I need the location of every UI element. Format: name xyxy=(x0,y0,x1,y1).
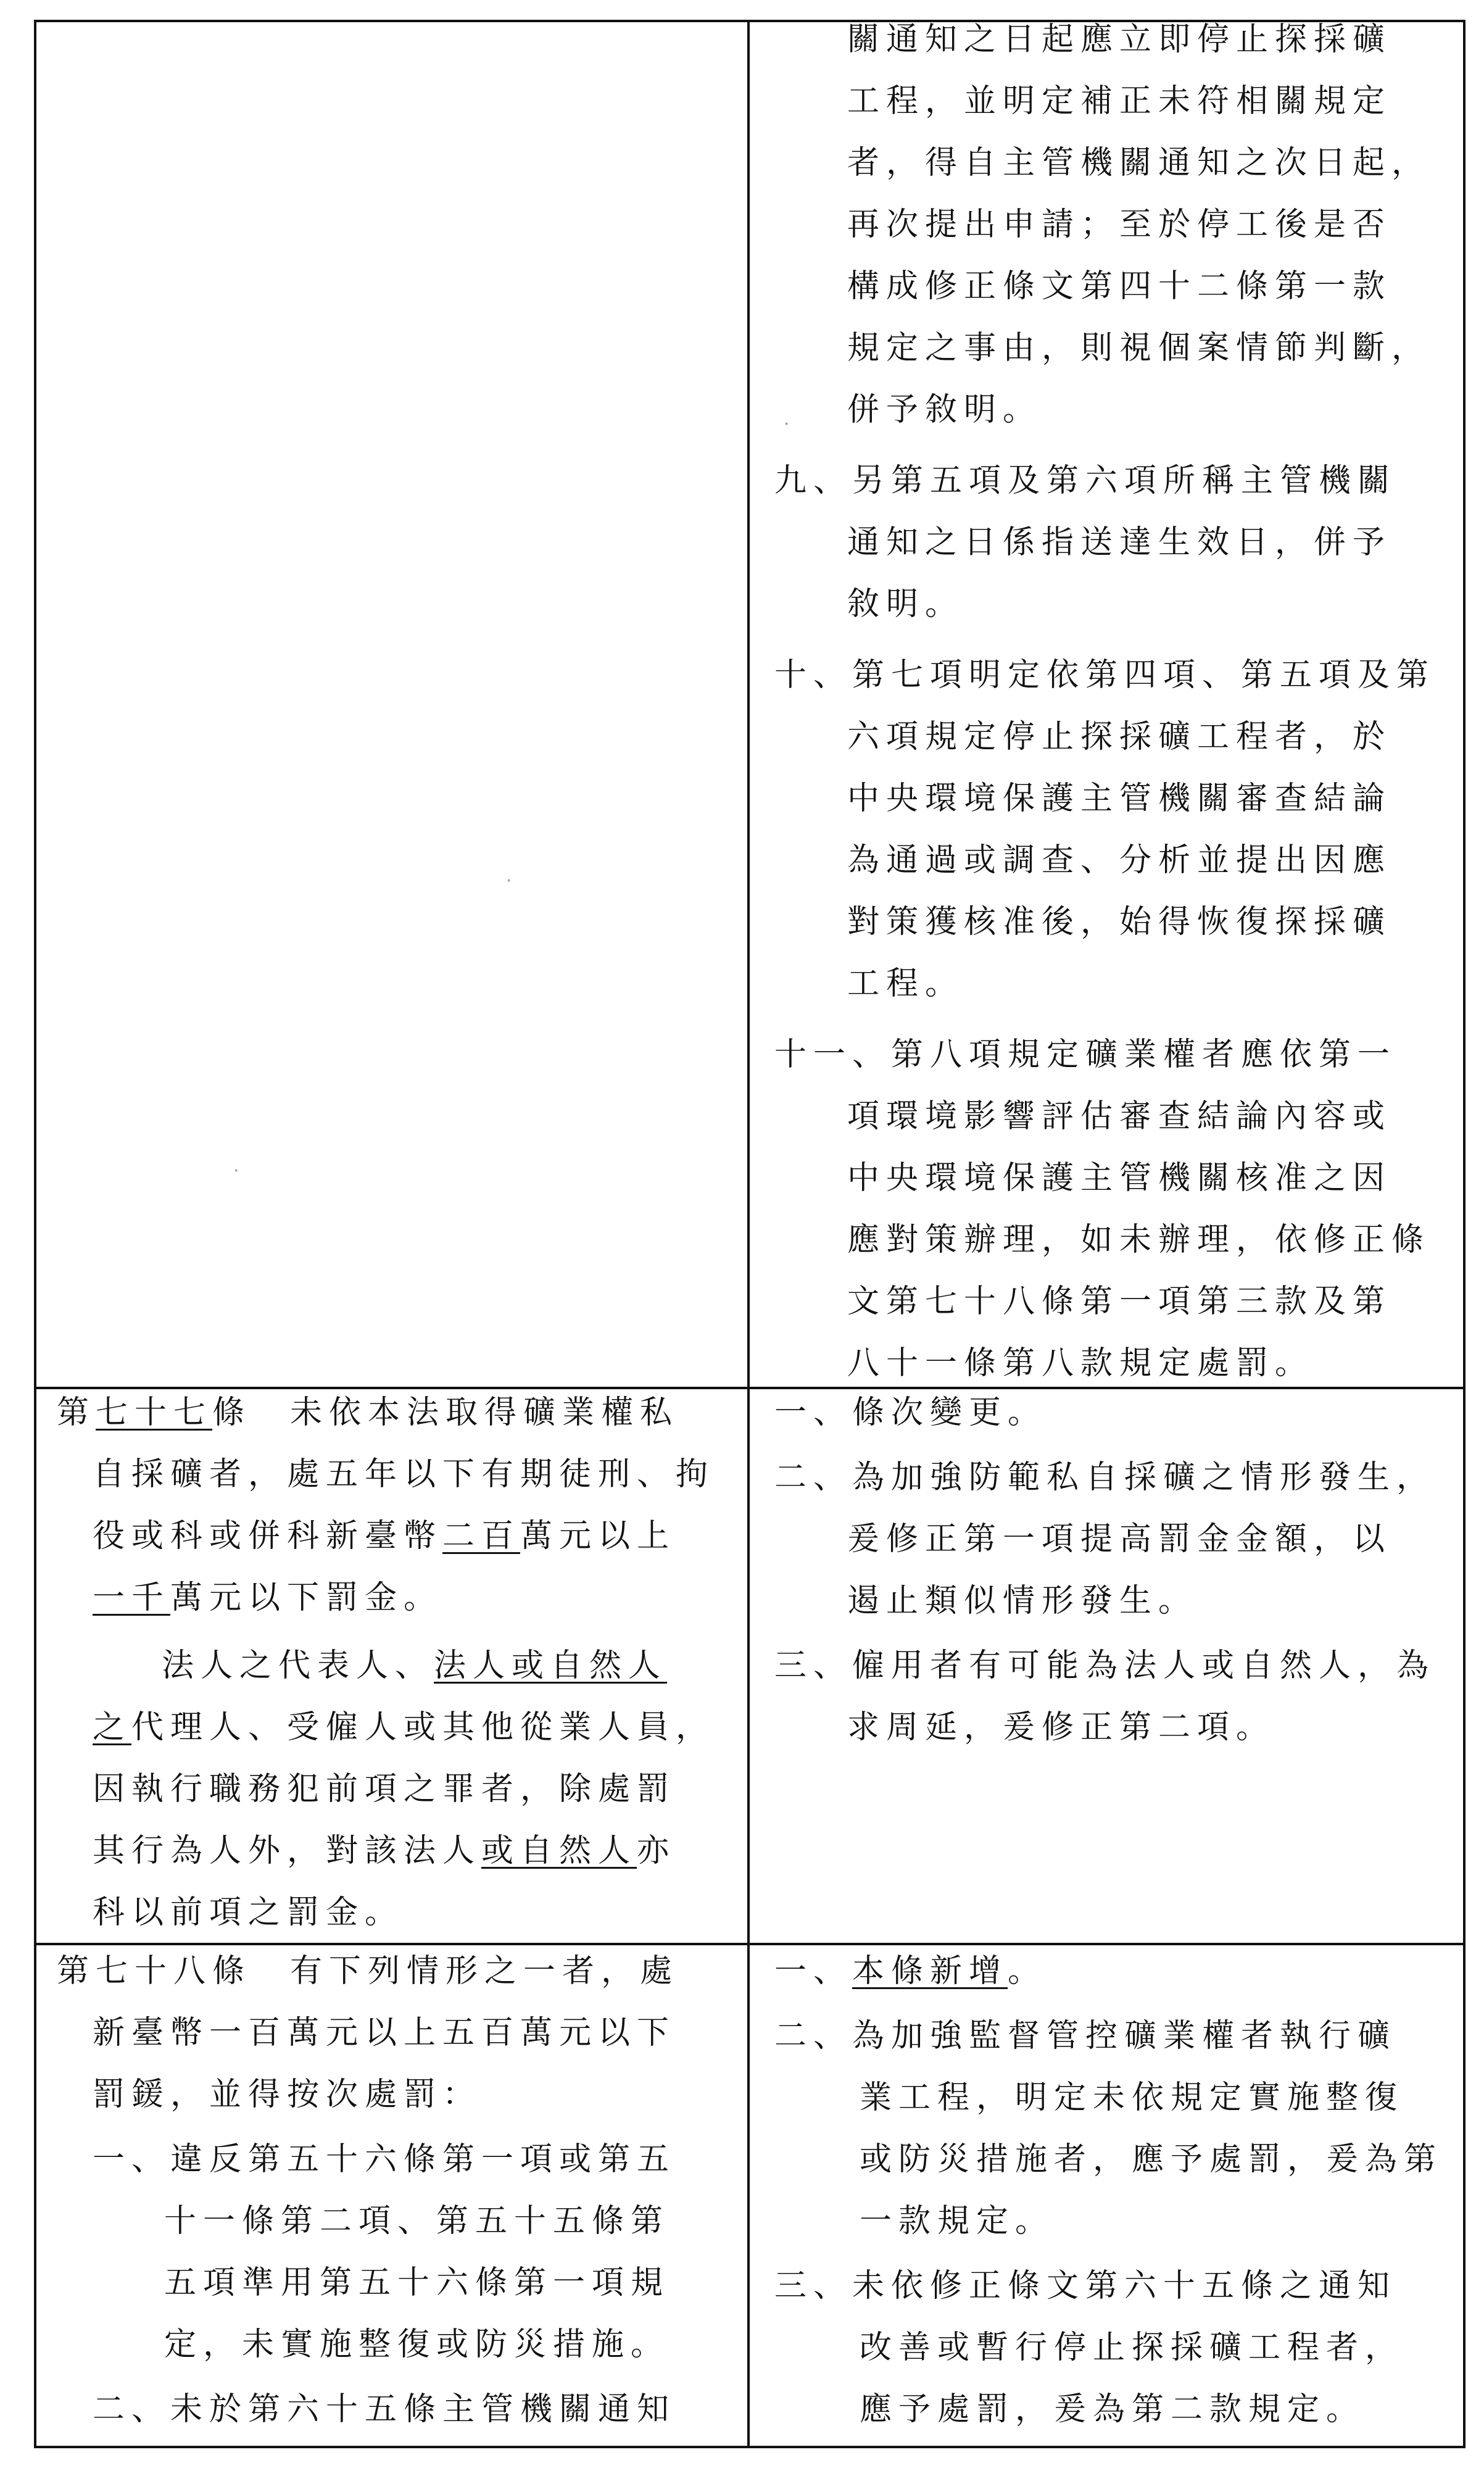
article-77-paragraph-2: 法人之代表人、法人或自然人 xyxy=(162,1647,668,1684)
article-78-item-1: 一、違反第五十六條第一項或第五 xyxy=(93,2141,676,2178)
explanation-line: 工程，並明定補正未符相關規定 xyxy=(847,83,1392,120)
explanation-line: 構成修正條文第四十二條第一款 xyxy=(847,268,1392,305)
article-78-note: 或防災措施者，應予處罰，爰為第 xyxy=(860,2141,1443,2178)
explanation-line: 應對策辦理，如未辦理，依修正條 xyxy=(847,1221,1431,1258)
explanation-line: 八十一條第八款規定處罰。 xyxy=(847,1345,1314,1382)
article-77-note: 一、條次變更。 xyxy=(774,1394,1047,1431)
article-78-line: 五項準用第五十六條第一項規 xyxy=(164,2264,670,2301)
amended-text: 本條新增 xyxy=(852,1953,1008,1990)
scan-speck: · xyxy=(233,1160,239,1182)
amended-text: 或自然人 xyxy=(481,1832,637,1869)
article-77-line: 因執行職務犯前項之罪者，除處罰 xyxy=(93,1771,676,1808)
article-77-line: 其行為人外，對該法人或自然人亦 xyxy=(93,1832,676,1869)
explanation-line: 文第七十八條第一項第三款及第 xyxy=(847,1283,1392,1320)
article-78-heading: 第七十八條 有下列情形之一者，處 xyxy=(57,1953,679,1990)
article-77-note: 爰修正第一項提高罰金金額，以 xyxy=(847,1521,1392,1558)
article-77-line: 之代理人、受僱人或其他從業人員， xyxy=(93,1709,715,1746)
article-78-note: 應予處罰，爰為第二款規定。 xyxy=(860,2391,1366,2428)
scan-speck: · xyxy=(784,413,790,435)
explanation-item-10: 十、第七項明定依第四項、第五項及第 xyxy=(774,657,1436,694)
article-78-line: 定，未實施整復或防災措施。 xyxy=(164,2326,670,2363)
explanation-line: 再次提出申請；至於停工後是否 xyxy=(847,206,1392,243)
article-77-note: 三、僱用者有可能為法人或自然人，為 xyxy=(774,1647,1436,1684)
article-78-line: 新臺幣一百萬元以上五百萬元以下 xyxy=(93,2014,676,2051)
explanation-item-9: 九、另第五項及第六項所稱主管機關 xyxy=(774,462,1397,499)
scan-speck: · xyxy=(506,870,512,892)
article-78-note: 業工程，明定未依規定實施整復 xyxy=(860,2079,1404,2116)
article-78-note: 二、為加強監督管控礦業權者執行礦 xyxy=(774,2017,1397,2055)
explanation-line: 中央環境保護主管機關核准之因 xyxy=(847,1160,1392,1197)
explanation-line: 工程。 xyxy=(847,965,964,1002)
explanation-line: 敘明。 xyxy=(847,586,964,623)
explanation-line: 中央環境保護主管機關審查結論 xyxy=(847,780,1392,817)
article-78-note: 三、未依修正條文第六十五條之通知 xyxy=(774,2267,1397,2304)
article-78-note: 一款規定。 xyxy=(860,2203,1055,2240)
explanation-line: 對策獲核准後，始得恢復探採礦 xyxy=(847,904,1392,941)
explanation-line: 併予敘明。 xyxy=(847,391,1042,428)
explanation-line: 六項規定停止探採礦工程者，於 xyxy=(847,718,1392,755)
article-77-line: 一千萬元以下罰金。 xyxy=(93,1579,443,1616)
amended-text: 法人或自然人 xyxy=(434,1647,668,1684)
column-divider xyxy=(747,22,750,2446)
explanation-line: 關通知之日起應立即停止探採礦 xyxy=(847,21,1392,58)
amended-text: 一千 xyxy=(93,1579,171,1616)
article-78-note: 一、本條新增。 xyxy=(774,1953,1047,1990)
amended-text: 之 xyxy=(93,1709,132,1746)
explanation-line: 者，得自主管機關通知之次日起， xyxy=(847,144,1431,181)
article-78-line: 十一條第二項、第五十五條第 xyxy=(164,2203,670,2240)
explanation-line: 為通過或調查、分析並提出因應 xyxy=(847,842,1392,879)
explanation-line: 規定之事由，則視個案情節判斷， xyxy=(847,330,1431,367)
article-77-heading: 第七十七條 未依本法取得礦業權私 xyxy=(57,1394,679,1431)
amended-text: 二百 xyxy=(442,1518,521,1555)
explanation-item-11: 十一、第八項規定礦業權者應依第一 xyxy=(774,1036,1397,1073)
article-78-item-2: 二、未於第六十五條主管機關通知 xyxy=(93,2391,676,2428)
article-77-note: 二、為加強防範私自採礦之情形發生， xyxy=(774,1459,1436,1496)
article-77-note: 遏止類似情形發生。 xyxy=(847,1582,1198,1619)
explanation-line: 通知之日係指送達生效日，併予 xyxy=(847,524,1392,561)
amended-text: 七十七 xyxy=(96,1394,213,1431)
article-77-line: 役或科或併科新臺幣二百萬元以上 xyxy=(93,1518,676,1555)
article-77-line: 科以前項之罰金。 xyxy=(93,1894,404,1931)
article-77-line: 自採礦者，處五年以下有期徒刑、拘 xyxy=(93,1456,715,1493)
explanation-line: 項環境影響評估審查結論內容或 xyxy=(847,1098,1392,1135)
article-78-note: 改善或暫行停止探採礦工程者， xyxy=(860,2329,1404,2366)
article-77-note: 求周延，爰修正第二項。 xyxy=(847,1709,1275,1746)
article-78-line: 罰鍰，並得按次處罰： xyxy=(93,2076,482,2113)
